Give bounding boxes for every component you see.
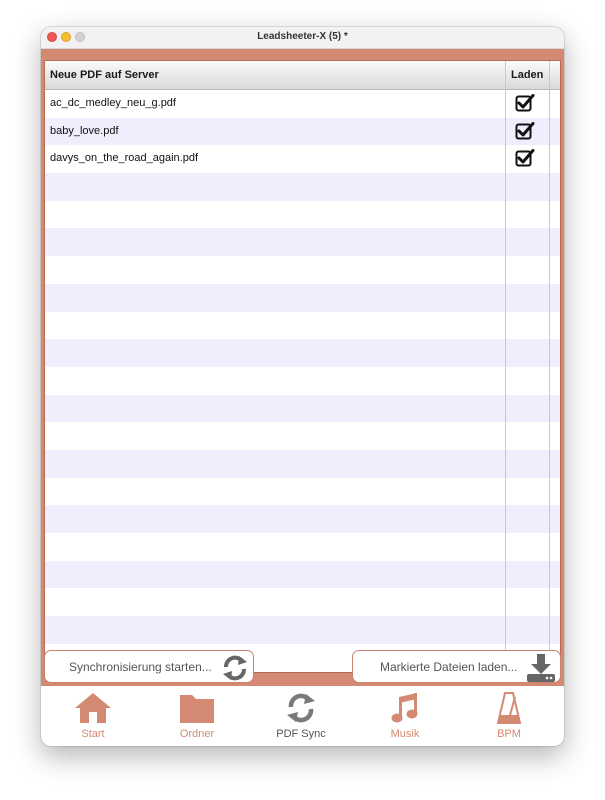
music-note-icon	[385, 691, 425, 725]
tab-ordner[interactable]	[145, 686, 249, 746]
window-title: Leadsheeter-X (5) *	[257, 31, 348, 42]
table-body	[45, 90, 560, 671]
sync-icon	[220, 653, 250, 683]
table-row[interactable]	[45, 90, 560, 118]
laden-checkbox[interactable]	[515, 122, 535, 140]
tab-pdf-sync-label: PDF Sync	[276, 728, 326, 740]
scrollbar-divider	[549, 61, 550, 672]
download-icon	[525, 653, 557, 683]
title-bar	[41, 27, 564, 49]
table-row[interactable]	[45, 256, 560, 284]
metronome-icon	[489, 691, 529, 725]
laden-checkbox[interactable]	[515, 94, 535, 112]
file-name-cell: davys_on_the_road_again.pdf	[50, 152, 199, 165]
table-row[interactable]	[45, 145, 560, 173]
table-row[interactable]	[45, 422, 560, 450]
column-header-laden[interactable]: Laden	[511, 69, 544, 81]
tab-musik[interactable]	[353, 686, 457, 746]
tab-musik-label: Musik	[390, 728, 420, 740]
pdf-table	[44, 60, 561, 673]
home-icon	[73, 691, 113, 725]
table-row[interactable]	[45, 505, 560, 533]
tab-ordner-label: Ordner	[179, 728, 215, 740]
tab-bpm-label: BPM	[497, 728, 521, 740]
load-marked-files-button[interactable]	[352, 650, 561, 683]
table-row[interactable]	[45, 173, 560, 201]
tab-start[interactable]	[41, 686, 145, 746]
file-name-cell: ac_dc_medley_neu_g.pdf	[50, 97, 176, 109]
table-header	[45, 61, 560, 90]
tab-bpm[interactable]	[457, 686, 561, 746]
tab-pdf-sync[interactable]	[249, 686, 353, 746]
folder-icon	[177, 691, 217, 725]
table-row[interactable]	[45, 339, 560, 367]
sync-start-button[interactable]	[44, 650, 254, 683]
file-name-cell: baby_love.pdf	[50, 124, 119, 137]
sync-icon	[281, 691, 321, 725]
table-row[interactable]	[45, 616, 560, 644]
table-row[interactable]	[45, 201, 560, 229]
column-header-name[interactable]: Neue PDF auf Server	[50, 69, 159, 81]
tab-start-label: Start	[81, 728, 105, 740]
table-row[interactable]	[45, 395, 560, 423]
table-row[interactable]	[45, 450, 560, 478]
table-row[interactable]	[45, 588, 560, 616]
table-row[interactable]	[45, 312, 560, 340]
laden-checkbox[interactable]	[515, 149, 535, 167]
table-row[interactable]	[45, 284, 560, 312]
app-window	[41, 27, 564, 746]
column-divider	[505, 61, 506, 672]
table-row[interactable]	[45, 561, 560, 589]
table-row[interactable]	[45, 228, 560, 256]
load-marked-files-label: Markierte Dateien laden...	[380, 660, 518, 674]
sync-start-label: Synchronisierung starten...	[69, 660, 212, 674]
table-row[interactable]	[45, 367, 560, 395]
table-row[interactable]	[45, 118, 560, 146]
table-row[interactable]	[45, 533, 560, 561]
tab-bar	[41, 686, 564, 746]
table-row[interactable]	[45, 478, 560, 506]
